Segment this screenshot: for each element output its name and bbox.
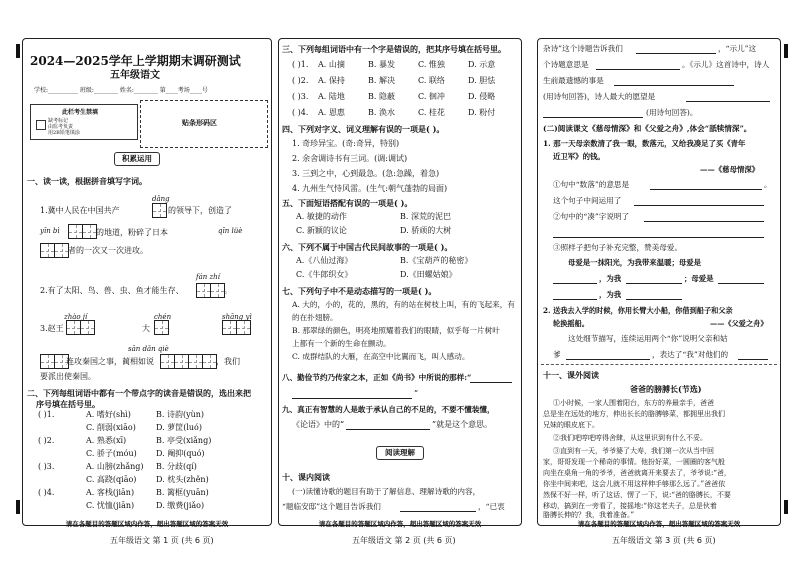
question-7-title: 七、下列句子中不是动态描写的一项是( )。 (282, 286, 437, 296)
option-number: ( )4. (292, 108, 309, 117)
answer-blank[interactable] (738, 350, 768, 360)
story-title: 爸爸的膀膊长(节选) (630, 384, 702, 394)
tianzi-answer-boxes[interactable] (160, 354, 216, 369)
q2-text: 。 (224, 286, 232, 295)
timing-mark (784, 44, 788, 58)
pinyin: chén (154, 313, 172, 321)
option: A. 山膀(zhǎng) (86, 462, 144, 471)
pinyin: qīn lüè (218, 227, 243, 235)
option: C. 桂花 (418, 108, 445, 117)
question-4-title: 四、下列对字义、词义理解有误的一项是( )。 (282, 124, 445, 134)
story-line: 你坐中间来吧，这会儿就不用这样伸手够那么远了。”爸爸依 (543, 480, 726, 488)
q3-text: 大 (142, 324, 150, 333)
poem-text: ，“示儿”这 (718, 44, 757, 53)
q2-text: 2.有了太阳、鸟、兽、虫、鱼才能生存、 (40, 286, 184, 295)
tianzi-answer-boxes[interactable] (40, 354, 68, 369)
q10-text: ，“已衷 (478, 502, 505, 511)
question-1-title: 一、读一读，根据拼音填写字词。 (27, 176, 147, 186)
answer-blank[interactable] (634, 196, 764, 206)
question-text: ，表达了“我”对他们的 (652, 350, 729, 359)
option: B. 解决 (368, 76, 395, 85)
poem-text: 生前最遗憾的事是 (543, 76, 604, 85)
tianzi-answer-boxes[interactable] (152, 203, 166, 218)
option-number: ( )3. (292, 92, 309, 101)
answer-blank[interactable] (596, 60, 680, 70)
option: D. 缴费(jiǎo) (156, 501, 205, 510)
option: A. 恩惠 (318, 108, 345, 117)
option: D. 胆怯 (468, 76, 496, 85)
option: D. 示意 (468, 60, 496, 69)
option: D. 萝筐(luó) (156, 423, 202, 432)
q9-text: ”就是这个意思。 (432, 420, 493, 429)
answer-blank[interactable] (614, 76, 734, 86)
timing-mark (16, 500, 20, 514)
timing-mark (16, 44, 20, 58)
answer-blank[interactable] (400, 502, 476, 512)
option: A. 嗜好(shì) (86, 410, 131, 419)
story-line: 胳膊长伸的？我，我着准备。” (543, 511, 635, 519)
divider (541, 364, 777, 365)
option: B. 暴发 (368, 60, 395, 69)
footer-note: 请在各题目的答题区域内作答，超出答题区域的答案无效 (577, 520, 741, 528)
answer-blank[interactable] (718, 274, 764, 284)
tianzi-answer-boxes[interactable] (154, 320, 168, 335)
option: C. 骄子(móu) (86, 449, 137, 458)
reading-2-text: 轮换摇船。 (553, 319, 589, 328)
question-2-title: 序号填在括号里。 (36, 399, 100, 409)
option: D. 骄顽的大树 (400, 226, 452, 235)
answer-blank[interactable] (553, 228, 764, 238)
page-number: 五年级语文 第 3 页 (共 6 页) (612, 536, 716, 545)
question-6-title: 六、下列不属于中国古代民间故事的一项是( )。 (282, 242, 453, 252)
q3-text: 3.赵王 (40, 324, 64, 333)
question-text: 爹 (553, 350, 561, 359)
question-text: 这处细节描写，连续运用两个“你”说明父亲和姑 (568, 334, 728, 343)
question-3-title: 三、下列每组词语中有一个字是错误的，把其序号填在括号里。 (282, 44, 506, 54)
q1-text: 者的一次又一次进攻。 (68, 246, 148, 255)
poem-text: 。《示儿》这首诗中，诗人 (682, 60, 770, 69)
option: C. 高跷(qiāo) (86, 475, 137, 484)
poem-text: (用诗句回答)，诗人最大的愿望是 (543, 92, 656, 101)
question-11-title: 十一、课外阅读 (543, 370, 599, 380)
answer-blank[interactable] (644, 212, 764, 222)
page-number: 五年级语文 第 1 页 (共 6 页) (110, 536, 214, 545)
question-2-title: 二、下列每组词语中都有一个带点字的读音是错误的，选出来把 (27, 388, 251, 398)
notice-line: 用2B铅笔填涂 (48, 130, 80, 136)
answer-blank[interactable] (686, 92, 770, 102)
reading-2-source: ——《慈母情深》 (700, 165, 760, 174)
q4-item: 1. 奇珍异宝。(奇:奇异，特别) (292, 139, 400, 148)
option: D. 枕头(zhěn) (156, 475, 209, 484)
q4-item: 3. 三到之中，心到最急。(急:急躁，着急) (292, 169, 440, 178)
option-number: 4. (46, 488, 55, 497)
q4-item: 2. 余舍调诗书有三词。(调:调试) (292, 154, 408, 163)
q7-line: B. 那翠绿的颜色，明亮地照耀着我们的眼睛，似乎每一片树叶 (292, 326, 500, 335)
tianzi-answer-boxes[interactable] (196, 283, 224, 298)
option-number: ( )2. (292, 76, 309, 85)
option: A. 保持 (318, 76, 345, 85)
quote-mark: ” (414, 389, 419, 398)
story-line: 移动，搞到在一旁看了，接摇地:“你这老夫子，总是伙着 (543, 502, 717, 510)
story-line: 兄妹的眼皮底下。 (543, 421, 599, 429)
q4-item: 4. 九州生气恃风雷。(生气:朝气蓬勃的局面) (292, 184, 448, 193)
q7-line: 的在扑翅膀。 (292, 313, 338, 322)
option: C. 削弱(xiāo) (86, 423, 136, 432)
question-5-title: 五、下面短语搭配有误的一项是( )。 (282, 198, 413, 208)
q10-text: (一)读懂诗歌的题目有助于了解信息、理解诗歌的内容， (292, 487, 481, 496)
option-number: ( )1. (292, 60, 309, 69)
answer-blank[interactable] (553, 290, 597, 300)
q3-text: 连攻秦国之事，蔺相如说 (66, 357, 154, 366)
option: B. 涣水 (368, 108, 395, 117)
question-text: 母爱是一抹阳光，为我带来温暖；母爱是 (568, 258, 702, 267)
option-number: 3. (46, 462, 55, 471)
q7-line: C. 成群结队的大雁，在高空中比翼而飞，叫人感动。 (292, 352, 470, 361)
exam-title: 2024—2025学年上学期期末调研测试 (30, 54, 241, 68)
option: B. 隐蔽 (368, 92, 395, 101)
story-line: 然保不好一样，听了这话，愣了一下，说:“爸的胳膊长，不要 (543, 491, 731, 499)
option: A. 敏捷的动作 (296, 212, 347, 221)
option: B. 深荒的泥巴 (400, 212, 451, 221)
question-text: ②句中的“凑”字说明了 (553, 212, 630, 221)
tianzi-answer-boxes[interactable] (40, 243, 68, 258)
option-number: 2. (46, 436, 55, 445)
answer-blank[interactable] (626, 290, 682, 300)
story-line: 总是坐在远处的地方，伸出长长的胳膊够菜，都拥里出我们 (543, 410, 725, 418)
story-line: 家，哥哥发现一个稀奇的事情。他扮好菜，一圆圈的客气般 (543, 458, 725, 466)
answer-blank[interactable] (636, 44, 716, 54)
answer-blank[interactable] (292, 389, 412, 399)
answer-blank[interactable] (650, 180, 762, 190)
question-text: ；母爱是 (684, 274, 714, 283)
pinyin: zhào jí (64, 313, 88, 321)
notice-line: 缺考标记 (48, 118, 69, 124)
pinyin: shāng yì (222, 313, 252, 321)
section-tag-reading: 阅读理解 (376, 446, 424, 460)
story-line: ①小时候，一家人围着阳台，东方的养最亲手，爸爸 (553, 399, 714, 407)
option: A. 熟悉(xī) (86, 436, 127, 445)
question-9-title: 九、真正有智慧的人是敢于承认自己的不足的，不要不懂装懂， (282, 405, 495, 414)
q3-text: 要派出使秦国。 (40, 372, 96, 381)
story-line: ②我们吧哼吧哼得舍肆，从这里识到有什么不妥。 (553, 434, 707, 442)
absent-checkbox[interactable] (36, 120, 46, 130)
answer-blank[interactable] (543, 108, 643, 118)
q9-text: 《论语》中的“ (292, 420, 345, 429)
option: C. 联络 (418, 76, 445, 85)
q3-text: ，我们 (216, 357, 240, 366)
question-10-title: 十、课内阅读 (282, 472, 330, 482)
pinyin: yīn bì (40, 227, 60, 235)
option: C. 徊冲 (418, 92, 445, 101)
answer-blank[interactable] (553, 274, 597, 284)
question-text: ，为我 (599, 290, 622, 299)
question-8-title: 八、勤俭节约乃传家之本，正如《尚书》中所说的那样:“ (282, 373, 472, 382)
timing-mark (784, 500, 788, 514)
answer-blank[interactable] (626, 274, 682, 284)
q7-line: A. 大的，小的，花的，黑的，有的站在树枝上叫，有的飞起来，有 (292, 300, 515, 309)
q10-text: “题临安邸”这个题目告诉我们 (282, 502, 381, 511)
option: B. 诗韵(yùn) (156, 410, 205, 419)
option: A. 陆地 (318, 92, 345, 101)
barcode-label: 贴条形码区 (182, 118, 217, 127)
poem-text: (用诗句回答)。 (646, 108, 698, 117)
poem-text: 杂诗”这个诗题告诉我们 (543, 44, 623, 53)
option: C. 新颖的议论 (296, 226, 347, 235)
option: C. 惟独 (418, 60, 445, 69)
option: D. 粉付 (468, 108, 496, 117)
reading-2-text: 2. 送我去入学的时候，你用长臂大小船，你借到船子和父亲 (543, 306, 733, 315)
section-tag-accumulation: 积累运用 (114, 152, 160, 166)
answer-blank[interactable] (346, 420, 430, 430)
option: A.《八仙过海》 (296, 256, 353, 265)
option: A. 客栈(jiān) (86, 488, 135, 497)
pinyin: dǎng (152, 195, 170, 203)
footer-note: 请在各题目的答题区域内作答，超出答题区域的答案无效 (318, 520, 482, 528)
q1-text: 的地道，粉碎了日本 (96, 228, 168, 237)
option: D.《田螺姑娘》 (400, 270, 457, 279)
q1-text: 1.冀中人民在中国共产 (40, 206, 120, 215)
q1-text: 的领导下，创造了 (168, 206, 232, 215)
exam-subtitle: 五年级语文 (110, 70, 160, 81)
story-line: 向坐在桌角一角的爷爷，爸爸就离开来要去了，爷爷说:“爸， (543, 469, 731, 477)
option: B. 分歧(qí) (156, 462, 197, 471)
option: A. 山摘 (318, 60, 345, 69)
notice-line: 由监考负责 (48, 124, 74, 130)
tianzi-answer-boxes[interactable] (68, 224, 96, 239)
poem-text: 个诗题意思是 (543, 60, 589, 69)
option: B.《宝葫芦的秘密》 (400, 256, 473, 265)
option: D. 阉抑(quó) (156, 449, 205, 458)
page-number: 五年级语文 第 2 页 (共 6 页) (352, 536, 456, 545)
question-text: ，为我 (599, 274, 622, 283)
footer-note: 请在各题目的答题区域内作答，超出答题区域的答案无效 (65, 520, 229, 528)
answer-blank[interactable] (470, 373, 512, 383)
reading-2-source: ——《父爱之舟》 (710, 319, 768, 328)
tianzi-answer-boxes[interactable] (222, 320, 250, 335)
pinyin: fán zhí (196, 273, 220, 281)
question-text: ①句中“数落”的意思是 (553, 180, 630, 189)
option: C.《牛郎织女》 (296, 270, 353, 279)
q7-line: 上都有一个新的生命在颤动。 (292, 339, 391, 348)
option: B. 篱框(yuān) (156, 488, 209, 497)
reading-2-text: 1. 那一天母亲数清了我一眼，数落元，又给我凑足了买《青年 (543, 139, 746, 148)
question-text: ③照样子把句子补充完整，赞美母爱。 (553, 243, 683, 252)
option: D. 侵略 (468, 92, 496, 101)
question-text: 这个句子中间运用了 (553, 196, 622, 205)
option-number: 1. (46, 410, 55, 419)
answer-blank[interactable] (566, 350, 650, 360)
option: C. 忧恤(jiān) (86, 501, 135, 510)
question-text: 。 (764, 180, 772, 189)
reading-2-text: 近卫军》的钱。 (553, 152, 605, 161)
option: B. 亭受(xiǎng) (156, 436, 212, 445)
pinyin: sān dǎn qiè (128, 345, 169, 353)
story-line: ③直到有一天，爷爷婆了大寿，我们第一次从当中回 (553, 447, 714, 455)
tianzi-answer-boxes[interactable] (66, 320, 94, 335)
reading-2-title: (二)阅读课文《慈母情深》和《父爱之舟》,体会“舐犊情深”。 (543, 124, 752, 133)
student-info-line: 学校:__________ 班级:________ 姓名:________ 第____考场____号 (34, 87, 208, 94)
notice-title: 此栏考生禁填 (62, 109, 99, 116)
